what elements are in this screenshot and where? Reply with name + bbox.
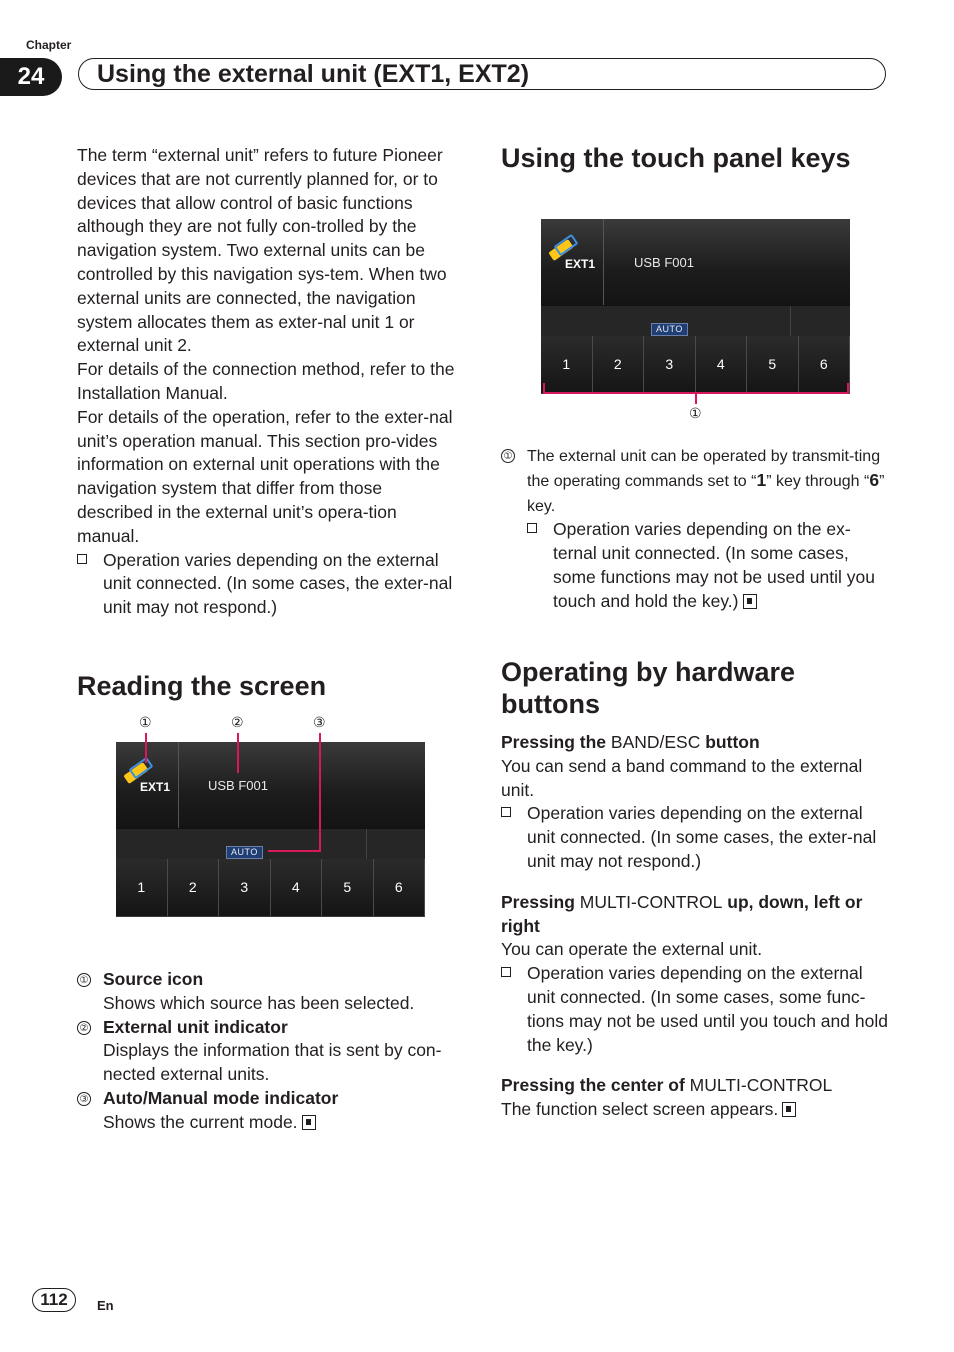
key-3[interactable]: 3 — [219, 859, 271, 917]
center-press-text: The function select screen appears. — [501, 1098, 891, 1122]
touch-item: ① The external unit can be operated by transmit-ting the operating commands set to “1” key through “6” key. Operation varies depending on the ex-ternal unit connected. (In some cases, some functions may not be used until you touch and hold the key.) — [501, 444, 891, 614]
callout-line-1 — [145, 733, 147, 763]
mode-badge: AUTO — [226, 846, 263, 859]
bracket-stem — [695, 392, 697, 404]
definition-term: External unit indicator — [103, 1016, 288, 1037]
definition-external-unit-indicator — [77, 1016, 461, 1087]
source-icon-area — [541, 219, 604, 305]
note-checkbox-icon — [77, 554, 87, 564]
callout-1: ① — [139, 714, 152, 730]
mode-badge: AUTO — [651, 323, 688, 336]
reading-heading: Reading the screen — [77, 670, 327, 701]
screen-keys — [541, 336, 850, 394]
source-label: EXT1 — [565, 257, 596, 271]
intro-paragraph-1: The term “external unit” refers to future Pioneer devices that are not currently planned for, or to devices that allow control of basic functions although they are not fully con-trolled by the navigation system. Two external units can be controlled by this navigation sys-tem. When two external units are connected, the navigation system allocates them as exter-nal unit 1 or external unit 2. — [77, 145, 447, 356]
callout-2: ② — [231, 714, 244, 730]
screen-keys — [116, 859, 425, 917]
intro-paragraph-3: For details of the operation, refer to the exter-nal unit’s operation manual. This section pro-vides information on external unit operations with the navigation system that differ from those described in the external unit’s opera-tion manual. — [77, 406, 453, 546]
band-esc-text: You can send a band command to the external unit. — [501, 755, 863, 800]
language-label: En — [97, 1298, 114, 1313]
definition-term: Auto/Manual mode indicator — [103, 1087, 339, 1108]
callout-line-2 — [237, 733, 239, 773]
hardware-sections — [501, 731, 891, 1122]
key-4[interactable]: 4 — [696, 336, 748, 394]
end-mark-icon — [782, 1102, 796, 1117]
band-esc-note: Operation varies depending on the external unit connected. (In some cases, the exter-nal unit may not respond.) — [501, 802, 891, 873]
intro-note — [77, 549, 461, 620]
screen-touch — [541, 219, 850, 394]
subheading-center-press: Pressing the center of MULTI-CONTROL — [501, 1075, 833, 1096]
callout-3: ③ — [313, 714, 326, 730]
subheading-band-esc: Pressing the BAND/ESC button — [501, 732, 760, 752]
definition-desc: Shows which source has been selected. — [103, 992, 415, 1013]
left-column — [77, 144, 461, 702]
key-5[interactable]: 5 — [747, 336, 799, 394]
touch-description — [501, 444, 891, 614]
definition-desc: Displays the information that is sent by con-nected external units. — [103, 1040, 442, 1085]
key-4[interactable]: 4 — [271, 859, 323, 917]
source-label: EXT1 — [140, 780, 171, 794]
external-unit-indicator: USB F001 — [634, 255, 694, 270]
key-2[interactable]: 2 — [168, 859, 220, 917]
definition-term: Source icon — [103, 969, 204, 989]
key-1[interactable]: 1 — [116, 859, 168, 917]
key-1[interactable]: 1 — [541, 336, 593, 394]
touch-note: Operation varies depending on the ex-ternal unit connected. (In some cases, some functions may not be used until you touch and hold the key.) — [527, 518, 891, 613]
intro-paragraph-2: For details of the connection method, refer to the Installation Manual. — [77, 359, 455, 403]
source-icon — [122, 756, 178, 796]
screen-top-panel — [541, 219, 850, 305]
intro-note-text: Operation varies depending on the external unit connected. (In some cases, the exter-nal unit may not respond.) — [103, 549, 453, 618]
multi-control-text: You can operate the external unit. — [501, 939, 763, 960]
touch-callout: ① — [689, 405, 702, 421]
screen-mode-bar — [116, 828, 425, 859]
definition-mode-indicator — [77, 1087, 461, 1135]
chapter-number: 24 — [0, 58, 62, 96]
callout-line-3-h — [268, 850, 321, 852]
screen-reading — [116, 742, 425, 917]
bracket-left — [543, 383, 545, 393]
chapter-label: Chapter — [26, 38, 72, 52]
note-checkbox-icon — [501, 807, 511, 817]
definition-desc: Shows the current mode. — [103, 1111, 461, 1135]
screen-mode-bar — [541, 305, 850, 336]
end-mark-icon — [302, 1115, 316, 1130]
hardware-heading: Operating by hardware buttons — [501, 657, 796, 719]
number-3: ③ — [77, 1092, 91, 1106]
chapter-title: Using the external unit (EXT1, EXT2) — [78, 58, 886, 90]
multi-control-note: Operation varies depending on the external unit connected. (In some cases, some func-tions may not be used until you touch and hold the key.) — [501, 962, 891, 1057]
note-checkbox-icon — [527, 523, 537, 533]
source-icon-area — [116, 742, 179, 828]
note-checkbox-icon — [501, 967, 511, 977]
key-2[interactable]: 2 — [593, 336, 645, 394]
screen-top-panel — [116, 742, 425, 828]
subheading-multi-control: Pressing MULTI-CONTROL up, down, left or right — [501, 891, 863, 936]
key-6[interactable]: 6 — [374, 859, 426, 917]
number-1: ① — [77, 973, 91, 987]
source-icon — [547, 233, 603, 273]
number-1: ① — [501, 449, 515, 463]
number-2: ② — [77, 1021, 91, 1035]
bracket-right — [847, 383, 849, 393]
key-3[interactable]: 3 — [644, 336, 696, 394]
key-6[interactable]: 6 — [799, 336, 851, 394]
reading-definitions — [77, 968, 461, 1135]
touch-heading: Using the touch panel keys — [501, 143, 851, 173]
page-number: 112 — [32, 1288, 76, 1312]
definition-source-icon — [77, 968, 461, 1016]
key-5[interactable]: 5 — [322, 859, 374, 917]
external-unit-indicator: USB F001 — [208, 778, 268, 793]
end-mark-icon — [743, 594, 757, 609]
callout-line-3 — [319, 733, 321, 851]
